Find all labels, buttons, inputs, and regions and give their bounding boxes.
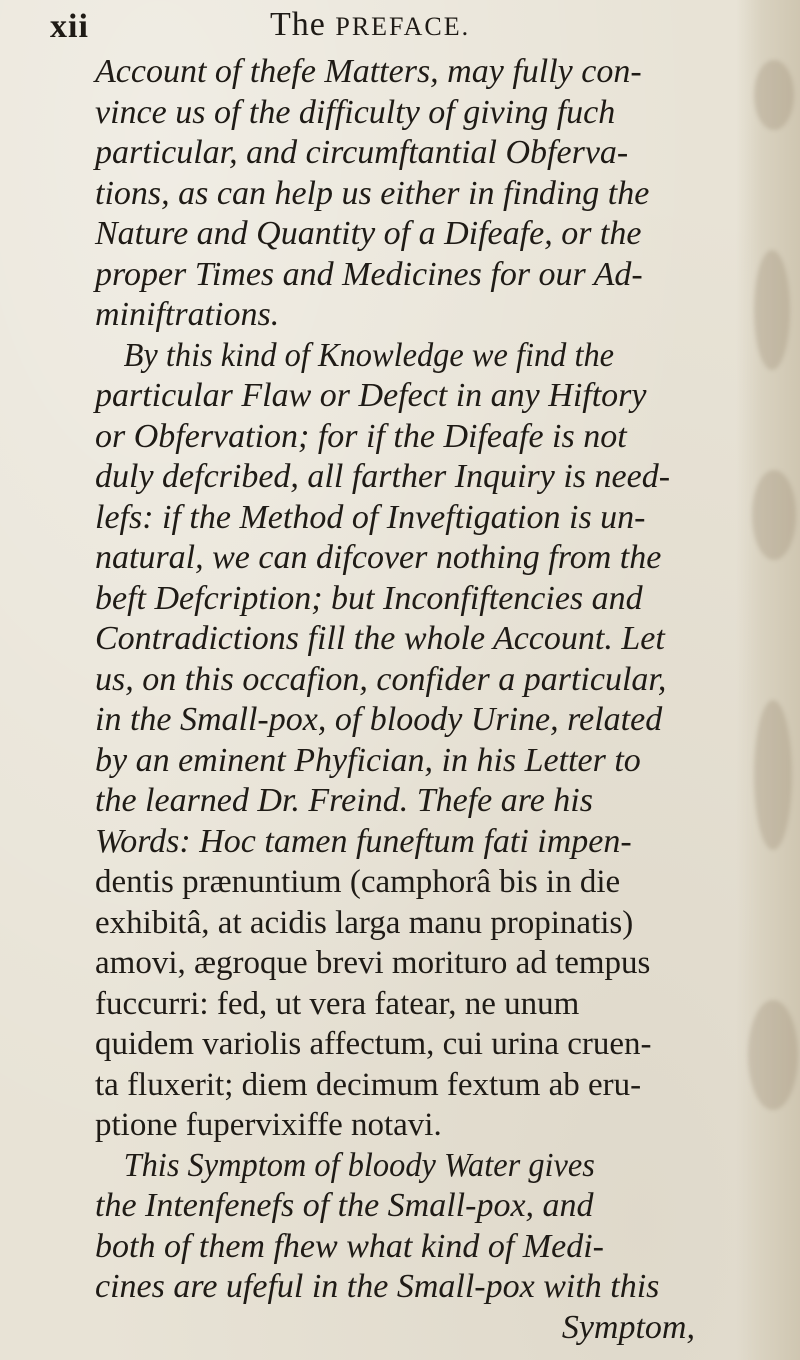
text-line: Nature and Quantity of a Difeafe, or the	[95, 215, 642, 252]
text-line: by an eminent Phyfician, in his Letter to	[95, 741, 641, 779]
text-line: cines are ufeful in the Small-pox with this	[95, 1268, 660, 1305]
text-line: the learned Dr. Freind. Thefe are his	[95, 782, 593, 819]
text-line: both of them fhew what kind of Medi-	[95, 1227, 604, 1265]
text-line: vince us of the difficulty of giving fuch	[95, 93, 616, 131]
text-line: duly defcribed, all farther Inquiry is need-	[95, 458, 671, 495]
text-line: tions, as can help us either in finding the	[95, 174, 650, 212]
paper-stain	[748, 1000, 798, 1110]
paper-stain	[752, 470, 796, 560]
text-line: or Obfervation; for if the Difeafe is not	[95, 417, 627, 455]
text-line: particular Flaw or Defect in any Hiftory	[95, 377, 647, 414]
text-line: particular, and circumftantial Obferva-	[95, 134, 629, 171]
running-head-preface: PREFACE.	[335, 12, 471, 41]
text-line: natural, we can difcover nothing from the	[95, 539, 662, 576]
body-text	[95, 52, 735, 1348]
latin-quote-line: fuccurri: fed, ut vera fatear, ne unum	[95, 985, 580, 1022]
paper-stain	[754, 250, 790, 370]
text-line: miniftrations.	[95, 296, 280, 333]
text-line: Contradictions fill the whole Account. Let	[95, 620, 665, 657]
text-line: beft Defcription; but Inconfiftencies and	[95, 579, 643, 617]
latin-quote-line: amovi, ægroque brevi morituro ad tempus	[95, 945, 651, 981]
text-line: proper Times and Medicines for our Ad-	[95, 255, 643, 293]
page-edge	[736, 0, 800, 1360]
text-line: in the Small-pox, of bloody Urine, related	[95, 701, 663, 738]
text-line: By this kind of Knowledge we find the	[123, 336, 615, 374]
paper-stain	[754, 700, 792, 850]
latin-quote-line: exhibitâ, at acidis larga manu propinatis)	[95, 904, 634, 941]
latin-quote-line: ptione fupervixiffe notavi.	[95, 1107, 442, 1143]
text-line: Words: Hoc tamen funeftum fati impen-	[95, 822, 632, 860]
text-line: Account of thefe Matters, may fully con-	[95, 53, 642, 90]
text-line: This Symptom of bloody Water gives	[123, 1146, 595, 1184]
latin-quote-line: ta fluxerit; diem decimum fextum ab eru-	[95, 1066, 642, 1103]
text-line: the Intenfenefs of the Small-pox, and	[95, 1187, 594, 1224]
page-number: xii	[50, 8, 89, 45]
latin-quote-line: quidem variolis affectum, cui urina cruen-	[95, 1026, 652, 1062]
catchword: Symptom,	[561, 1308, 695, 1346]
text-line: us, on this occafion, confider a particular,	[95, 660, 667, 698]
running-head	[270, 6, 470, 44]
text-line: lefs: if the Method of Inveftigation is un-	[95, 498, 646, 536]
latin-quote-line: dentis prænuntium (camphorâ bis in die	[95, 864, 621, 900]
running-head-the: The	[270, 6, 326, 43]
paper-stain	[754, 60, 794, 130]
